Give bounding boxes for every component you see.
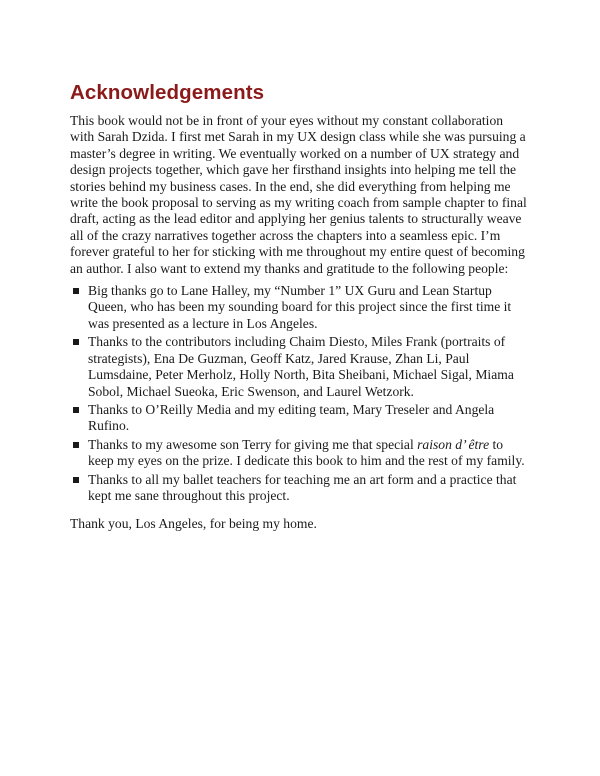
square-bullet-icon (73, 407, 79, 413)
list-item (70, 334, 530, 400)
list-item-text-after: to keep my eyes on the prize. I dedicate this book to him and the rest of my family. (88, 436, 525, 469)
list-item-text: Thanks to O’Reilly Media and my editing team, Mary Treseler and Angela Rufino. (88, 401, 495, 434)
square-bullet-icon (73, 288, 79, 294)
document-page (70, 80, 530, 533)
list-item (70, 283, 530, 332)
square-bullet-icon (73, 442, 79, 448)
intro-paragraph: This book would not be in front of your eyes without my constant collaboration with Sarah Dzida. I first met Sarah in my UX design class while she was pursuing a master’s degree in writing. We eventually worked on a number of UX strategy and design projects together, which gave her firsthand insights into helping me tell the stories behind my business cases. In the end, she did everything from helping me write the book proposal to serving as my writing coach from sample chapter to final draft, acting as the lead editor and applying her genius talents to structurally weave all of the crazy narratives together across the chapters into a seamless epic. I’m forever grateful to her for sticking with me throughout my entire quest of becoming an author. I also want to extend my thanks and gratitude to the following people: (70, 113, 527, 276)
list-item (70, 472, 530, 505)
list-item-text: Thanks to the contributors including Chaim Diesto, Miles Frank (portraits of strategists), Ena De Guzman, Geoff Katz, Jared Krause, Zhan Li, Paul Lumsdaine, Peter Merholz, Holly North, Bita Sheibani, Michael Sigal, Miama Sobol, Michael Sueoka, Eric Swenson, and Laurel Wetzork. (88, 334, 514, 399)
list-item-text-before: Thanks to my awesome son Terry for giving me that special (88, 436, 418, 452)
list-item (70, 402, 530, 435)
square-bullet-icon (73, 477, 79, 483)
list-item-text: Thanks to all my ballet teachers for teaching me an art form and a practice that kept me sane throughout this project. (88, 471, 517, 503)
square-bullet-icon (73, 339, 79, 345)
closing-line: Thank you, Los Angeles, for being my home. (70, 516, 317, 532)
list-item-text: Big thanks go to Lane Halley, my “Number 1” UX Guru and Lean Startup Queen, who has been my sounding board for this project since the first time it was presented as a lecture in Los Angeles. (88, 283, 512, 331)
thanks-list (70, 283, 530, 504)
list-item-italic-phrase: raison d’ être (417, 436, 490, 452)
page-title: Acknowledgements (70, 81, 265, 104)
list-item (70, 437, 530, 470)
